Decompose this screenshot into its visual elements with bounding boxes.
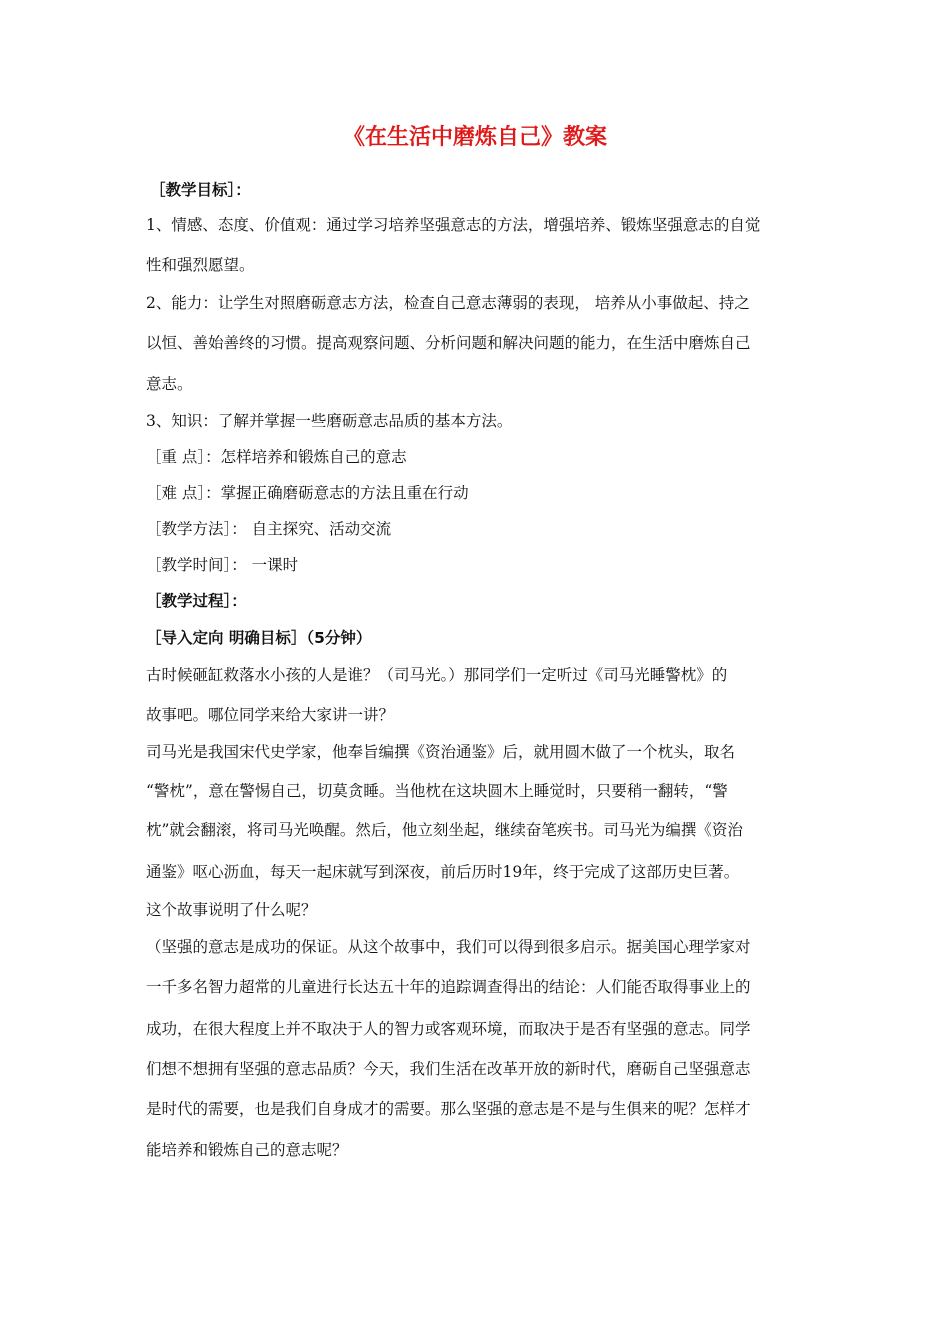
body-line: 古时候砸缸救落水小孩的人是谁？（司马光。）那同学们一定听过《司马光睡警枕》的 bbox=[146, 666, 728, 684]
body-line: 司马光是我国宋代史学家，他奉旨编撰《资治通鉴》后，就用圆木做了一个枕头，取名 bbox=[146, 743, 736, 761]
body-line: “警枕”，意在警惕自己，切莫贪睡。当他枕在这块圆木上睡觉时，只要稍一翻转，“警 bbox=[146, 782, 728, 800]
body-line: ［重 点］：怎样培养和锻炼自己的意志 bbox=[146, 448, 407, 466]
body-line: 通鉴》呕心沥血，每天一起床就写到深夜，前后历时19年，终于完成了这部历史巨著。 bbox=[146, 863, 740, 881]
body-line: 故事吧。哪位同学来给大家讲一讲？ bbox=[146, 706, 395, 724]
body-line: 2、能力：让学生对照磨砺意志方法，检查自己意志薄弱的表现， 培养从小事做起、持之 bbox=[146, 294, 750, 312]
document-title: 《在生活中磨炼自己》教案 bbox=[342, 125, 607, 150]
body-line: 意志。 bbox=[146, 375, 193, 393]
body-line: ［教学目标］： bbox=[150, 181, 251, 199]
body-line: 3、知识：了解并掌握一些磨砺意志品质的基本方法。 bbox=[146, 412, 513, 430]
body-line: 成功，在很大程度上并不取决于人的智力或客观环境，而取决于是否有坚强的意志。同学 bbox=[146, 1020, 751, 1038]
body-line: ［导入定向 明确目标］（5分钟） bbox=[146, 629, 372, 647]
body-line: ［教学时间］： 一课时 bbox=[146, 556, 299, 574]
body-line: ［难 点］：掌握正确磨砺意志的方法且重在行动 bbox=[146, 484, 469, 502]
body-line: 以恒、善始善终的习惯。提高观察问题、分析问题和解决问题的能力，在生活中磨炼自己 bbox=[146, 334, 751, 352]
body-line: 1、情感、态度、价值观：通过学习培养坚强意志的方法，增强培养、锻炼坚强意志的自觉 bbox=[146, 216, 761, 234]
body-line: 枕”就会翻滚，将司马光唤醒。然后，他立刻坐起，继续奋笔疾书。司马光为编撰《资治 bbox=[146, 821, 743, 839]
body-line: 一千多名智力超常的儿童进行长达五十年的追踪调查得出的结论：人们能否取得事业上的 bbox=[146, 978, 751, 996]
body-line: （坚强的意志是成功的保证。从这个故事中，我们可以得到很多启示。据美国心理学家对 bbox=[146, 938, 751, 956]
body-line: ［教学方法］： 自主探究、活动交流 bbox=[146, 520, 392, 538]
body-line: 性和强烈愿望。 bbox=[146, 256, 255, 274]
body-line: 这个故事说明了什么呢？ bbox=[146, 901, 317, 919]
body-line: 们想不想拥有坚强的意志品质？今天，我们生活在改革开放的新时代，磨砺自己坚强意志 bbox=[146, 1060, 751, 1078]
body-line: ［教学过程］： bbox=[146, 592, 247, 610]
body-line: 是时代的需要，也是我们自身成才的需要。那么坚强的意志是不是与生俱来的呢？怎样才 bbox=[146, 1100, 751, 1118]
body-line: 能培养和锻炼自己的意志呢？ bbox=[146, 1141, 348, 1159]
